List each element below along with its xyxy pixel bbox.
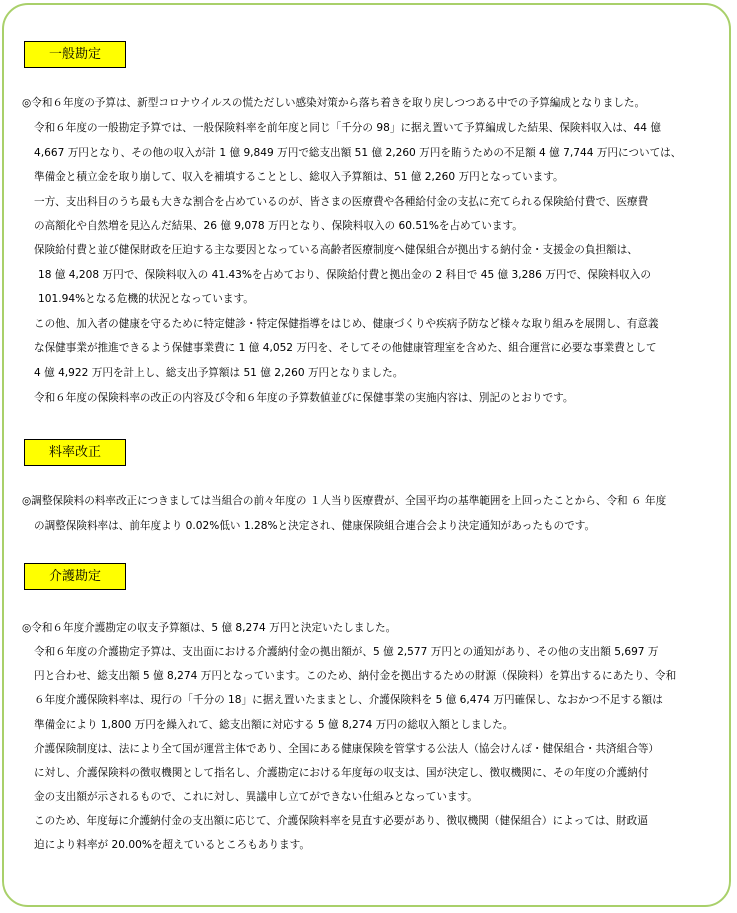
paragraph-line: 準備金により 1,800 万円を繰入れて、総支出額に対応する 5 億 8,274 万円の総収入額としました。 [34,719,514,731]
paragraph-line: ６年度介護保険料率は、現行の「千分の 18」に据え置いたままとし、介護保険料を 5 億 6,474 万円確保し、なおかつ不足する額は [34,694,663,706]
paragraph-line: 4,667 万円となり、その他の収入が計 1 億 9,849 万円で総支出額 51 億 2,260 万円を賄うための不足額 4 億 7,744 万円については、 [34,147,682,159]
paragraph-line: ◎令和６年度の予算は、新型コロナウイルスの慌ただしい感染対策から落ち着きを取り戻しつつある中での予算編成となりました。 [22,97,646,109]
paragraph-line: 4 億 4,922 万円を計上し、総支出予算額は 51 億 2,260 万円となりました。 [34,367,404,379]
section-heading-rate-revision: 料率改正 [24,439,126,466]
section-heading-care-account: 介護勘定 [24,563,126,590]
paragraph-line: 令和６年度の保険料率の改正の内容及び令和６年度の予算数値並びに保健事業の実施内容は、別記のとおりです。 [34,392,574,404]
section-heading-general-account: 一般勘定 [24,41,126,68]
paragraph-line: このため、年度毎に介護納付金の支出額に応じて、介護保険料率を見直す必要があり、徴収機関（健保組合）によっては、財政逼 [34,815,648,827]
paragraph-line: 101.94%となる危機的状況となっています。 [38,293,254,305]
paragraph-line: 令和６年度の一般勘定予算では、一般保険料率を前年度と同じ「千分の 98」に据え置いて予算編成した結果、保険料収入は、44 億 [34,122,661,134]
paragraph-line: に対し、介護保険料の徴収機関として指名し、介護勘定における年度毎の収支は、国が決定し、徴収機関に、その年度の介護納付 [34,767,649,779]
paragraph-line: この他、加入者の健康を守るために特定健診・特定保健指導をはじめ、健康づくりや疾病予防など様々な取り組みを展開し、有意義 [34,318,659,330]
paragraph-line: 準備金と積立金を取り崩して、収入を補填することとし、総収入予算額は、51 億 2,260 万円となっています。 [34,171,564,183]
paragraph-line: ◎調整保険料の料率改正につきましては当組合の前々年度の １人当り医療費が、全国平均の基準範囲を上回ったことから、令和 ６ 年度 [22,495,667,507]
paragraph-line: 円と合わせ、総支出額 5 億 8,274 万円となっています。このため、納付金を拠出するための財源（保険料）を算出するにあたり、令和 [34,670,677,682]
paragraph-line: な保健事業が推進できるよう保健事業費に 1 億 4,052 万円を、そしてその他健康管理室を含めた、組合運営に必要な事業費として [34,342,657,354]
paragraph-line: 一方、支出科目のうち最も大きな割合を占めているのが、皆さまの医療費や各種給付金の支払に充てられる保険給付費で、医療費 [34,196,649,208]
paragraph-line: の高額化や自然増を見込んだ結果、26 億 9,078 万円となり、保険料収入の 60.51%を占めています。 [34,220,523,232]
paragraph-line: 金の支出額が示されるもので、これに対し、異議申し立てができない仕組みとなっています。 [34,791,478,803]
paragraph-line: 保険給付費と並び健保財政を圧迫する主な要因となっている高齢者医療制度へ健保組合が拠出する納付金・支援金の負担額は、 [34,244,638,256]
paragraph-line: 令和６年度の介護勘定予算は、支出面における介護納付金の拠出額が、5 億 2,577 万円との通知があり、その他の支出額 5,697 万 [34,646,659,658]
paragraph-line: 迫により料率が 20.00%を超えているところもあります。 [34,839,310,851]
paragraph-line: の調整保険料率は、前年度より 0.02%低い 1.28%と決定され、健康保険組合連合会より決定通知があったものです。 [34,520,596,532]
paragraph-line: 18 億 4,208 万円で、保険料収入の 41.43%を占めており、保険給付費と拠出金の 2 科目で 45 億 3,286 万円で、保険料収入の [38,269,651,281]
paragraph-line: ◎令和６年度介護勘定の収支予算額は、5 億 8,274 万円と決定いたしました。 [22,622,397,634]
paragraph-line: 介護保険制度は、法により全て国が運営主体であり、全国にある健康保険を管掌する公法人（協会けんぽ・健保組合・共済組合等） [34,743,660,755]
